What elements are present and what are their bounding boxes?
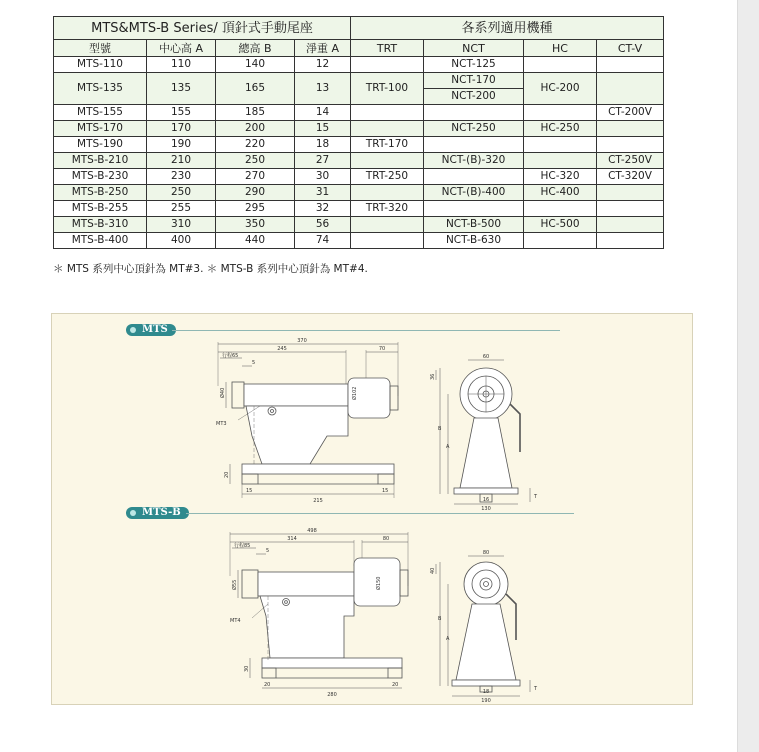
cell: 110	[147, 57, 216, 73]
dim-base: 280	[327, 692, 337, 698]
cell	[524, 233, 597, 249]
cell	[351, 217, 424, 233]
dim-t: T	[534, 494, 538, 500]
dim-a: A	[446, 444, 450, 450]
cell: MTS-B-310	[54, 217, 147, 233]
dim-front-base: 190	[481, 698, 491, 702]
cell	[524, 201, 597, 217]
cell: NCT-B-500	[424, 217, 524, 233]
cell: MTS-B-230	[54, 169, 147, 185]
cell: NCT-170	[424, 73, 524, 89]
cell: 14	[295, 105, 351, 121]
table-row	[54, 121, 664, 137]
cell: 190	[147, 137, 216, 153]
cell: MTS-155	[54, 105, 147, 121]
table-row	[54, 185, 664, 201]
cell: TRT-320	[351, 201, 424, 217]
dim-foot: 18	[482, 689, 490, 695]
cell	[597, 137, 664, 153]
dim-flange: Ø102	[352, 386, 358, 400]
cell	[524, 57, 597, 73]
dim-base-h: 30	[244, 665, 250, 672]
mtsb-side-view	[212, 526, 422, 698]
cell: 250	[216, 153, 295, 169]
col-header: TRT	[351, 40, 424, 57]
dim-length: 314	[287, 536, 297, 542]
cell: NCT-(B)-320	[424, 153, 524, 169]
cell: 255	[147, 201, 216, 217]
cell: NCT-125	[424, 57, 524, 73]
dim-t: T	[534, 686, 538, 692]
dim-front-base: 130	[481, 506, 491, 510]
dim-total: 370	[297, 338, 307, 344]
cell: 140	[216, 57, 295, 73]
cell: 350	[216, 217, 295, 233]
cell: HC-320	[524, 169, 597, 185]
cell	[524, 153, 597, 169]
cell: MTS-B-255	[54, 201, 147, 217]
mtsb-front-view	[430, 550, 550, 702]
cell: 12	[295, 57, 351, 73]
table-row	[54, 201, 664, 217]
mts-badge-rule	[172, 330, 560, 331]
cell: 290	[216, 185, 295, 201]
cell: HC-500	[524, 217, 597, 233]
dim-base-h: 20	[224, 471, 230, 478]
mts-front-view	[430, 352, 550, 510]
cell: NCT-(B)-400	[424, 185, 524, 201]
mts-side-view	[202, 336, 412, 508]
dim-quill-dia: Ø40	[220, 387, 226, 398]
cell: CT-250V	[597, 153, 664, 169]
table-row	[54, 137, 664, 153]
badge-dot-icon	[130, 327, 136, 333]
cell	[424, 105, 524, 121]
cell	[597, 201, 664, 217]
dim-foot-right: 15	[382, 488, 389, 494]
col-header: 中心高 A	[147, 40, 216, 57]
cell: HC-250	[524, 121, 597, 137]
cell: MTS-B-210	[54, 153, 147, 169]
cell	[424, 137, 524, 153]
cell	[597, 57, 664, 73]
cell: MTS-190	[54, 137, 147, 153]
cell: 220	[216, 137, 295, 153]
col-header: 淨重 A	[295, 40, 351, 57]
cell	[597, 121, 664, 137]
cell: TRT-250	[351, 169, 424, 185]
cell: MTS-B-250	[54, 185, 147, 201]
cell: 210	[147, 153, 216, 169]
table-row	[54, 169, 664, 185]
footnote: ＊ MTS 系列中心頂針為 MT#3. ＊ MTS-B 系列中心頂針為 MT#4.	[53, 263, 368, 275]
cell: MTS-B-400	[54, 233, 147, 249]
dim-top: 80	[482, 550, 490, 556]
cell	[597, 217, 664, 233]
dim-tail: 70	[378, 346, 386, 352]
cell: NCT-200	[424, 89, 524, 105]
cell	[351, 121, 424, 137]
dim-top: 60	[482, 354, 490, 360]
cell: 15	[295, 121, 351, 137]
cell: 230	[147, 169, 216, 185]
cell: 155	[147, 105, 216, 121]
badge-dot-icon	[130, 510, 136, 516]
cell: 18	[295, 137, 351, 153]
cell: HC-200	[524, 73, 597, 105]
table-row	[54, 105, 664, 121]
cell	[351, 233, 424, 249]
cell	[424, 169, 524, 185]
drawing-panel	[51, 313, 693, 705]
cell: 295	[216, 201, 295, 217]
cell: 185	[216, 105, 295, 121]
dim-b: B	[438, 616, 442, 622]
col-header: 型號	[54, 40, 147, 57]
cell: 31	[295, 185, 351, 201]
cell: 30	[295, 169, 351, 185]
cell: MTS-135	[54, 73, 147, 105]
cell: HC-400	[524, 185, 597, 201]
cell	[597, 185, 664, 201]
mtsb-badge-rule	[186, 513, 574, 514]
cell: MTS-110	[54, 57, 147, 73]
cell: 250	[147, 185, 216, 201]
cell: MTS-170	[54, 121, 147, 137]
table-row	[54, 233, 664, 249]
mtsb-badge-label: MTS-B	[142, 507, 181, 518]
cell: 200	[216, 121, 295, 137]
cell	[524, 105, 597, 121]
table-title: MTS&MTS-B Series/ 頂針式手動尾座	[54, 17, 351, 40]
cell: 135	[147, 73, 216, 105]
cell	[351, 153, 424, 169]
mts-badge	[126, 324, 176, 336]
dim-b: B	[438, 426, 442, 432]
cell: 170	[147, 121, 216, 137]
dim-foot-left: 15	[246, 488, 253, 494]
col-header: NCT	[424, 40, 524, 57]
dim-quill-dia: Ø55	[232, 579, 238, 590]
col-header: HC	[524, 40, 597, 57]
table-row	[54, 217, 664, 233]
dim-foot-left: 20	[264, 682, 271, 688]
dim-thick: 36	[430, 373, 436, 380]
cell: TRT-100	[351, 73, 424, 105]
dim-thick: 40	[430, 567, 436, 574]
dim-five: 5	[252, 360, 256, 366]
cell: 310	[147, 217, 216, 233]
cell: NCT-250	[424, 121, 524, 137]
dim-taper: MT4	[230, 618, 241, 624]
cell	[597, 73, 664, 105]
cell: 13	[295, 73, 351, 105]
cell	[597, 233, 664, 249]
col-header: CT-V	[597, 40, 664, 57]
dim-length: 245	[277, 346, 287, 352]
table-title-right: 各系列適用機種	[351, 17, 664, 40]
cell: 32	[295, 201, 351, 217]
cell: TRT-170	[351, 137, 424, 153]
mtsb-badge	[126, 507, 189, 519]
cell: 56	[295, 217, 351, 233]
cell: CT-200V	[597, 105, 664, 121]
cell: CT-320V	[597, 169, 664, 185]
table-row	[54, 73, 664, 89]
table-row	[54, 57, 664, 73]
spec-table	[53, 16, 664, 249]
dim-taper: MT3	[216, 421, 227, 427]
table-row	[54, 153, 664, 169]
dim-tail: 80	[382, 536, 390, 542]
dim-total: 498	[307, 528, 317, 534]
cell: 27	[295, 153, 351, 169]
dim-stroke: 行程85	[234, 543, 251, 549]
cell: 440	[216, 233, 295, 249]
dim-five: 5	[266, 548, 270, 554]
cell: 270	[216, 169, 295, 185]
dim-foot: 16	[482, 497, 490, 503]
cell	[351, 105, 424, 121]
cell	[524, 137, 597, 153]
cell: NCT-B-630	[424, 233, 524, 249]
col-header: 總高 B	[216, 40, 295, 57]
right-scroll-gutter	[737, 0, 759, 752]
dim-flange: Ø150	[376, 576, 382, 590]
dim-a: A	[446, 636, 450, 642]
cell	[351, 57, 424, 73]
dim-base: 215	[313, 498, 323, 504]
dim-stroke: 行程65	[222, 353, 239, 359]
cell: 400	[147, 233, 216, 249]
cell	[351, 185, 424, 201]
cell: 74	[295, 233, 351, 249]
dim-foot-right: 20	[392, 682, 399, 688]
cell	[424, 201, 524, 217]
cell: 165	[216, 73, 295, 105]
mts-badge-label: MTS	[142, 324, 168, 335]
